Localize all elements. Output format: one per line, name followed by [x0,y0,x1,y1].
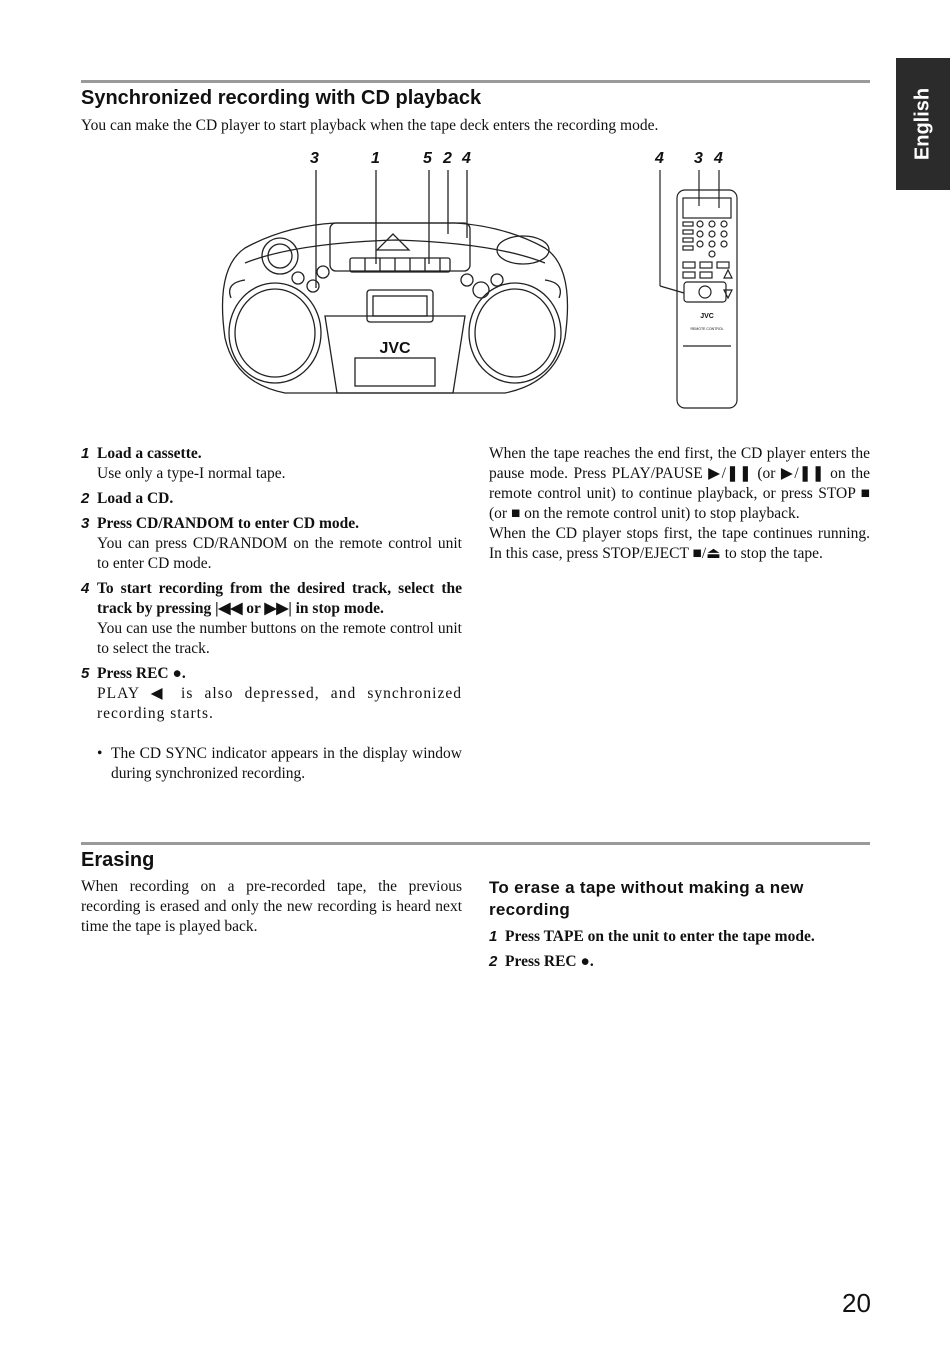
language-tab-label: English [911,87,934,161]
language-tab [896,58,950,190]
step-number: 2 [489,953,498,970]
step-item [81,514,462,574]
intro-text: You can make the CD player to start playback when the tape deck enters the recording mode. [81,117,659,134]
boombox-brand: JVC [379,340,411,357]
callout-remote-1: 4 [655,150,664,167]
callout-unit-2: 1 [371,150,380,167]
note-text: The CD SYNC indicator appears in the display window during synchronized recording. [111,745,462,782]
step-item [489,927,870,947]
callout-unit-3: 5 [423,150,432,167]
boombox-illustration [205,168,585,408]
step-title: To start recording from the desired track, select the track by pressing |◀◀ or ▶▶| in stop mode. [97,580,462,617]
step-title: Press REC ●. [505,953,594,970]
remote-caption: REMOTE CONTROL [690,327,724,331]
step-number: 1 [489,928,498,945]
callout-remote-2: 3 [694,150,703,167]
steps-column [81,444,462,784]
callout-unit-1: 3 [310,150,319,167]
step-title: Load a CD. [97,490,174,507]
section-rule [81,80,870,83]
paragraph-tape-end: When the tape reaches the end first, the CD player enters the pause mode. Press PLAY/PAUSE ▶/❚❚ (or ▶/❚❚ on the remote control unit) to continue playback, or press STOP ■ (or ■ on the remote control unit) to stop playback. [489,445,870,522]
step-number: 5 [81,665,90,682]
right-column [489,444,870,564]
erasing-body-column [81,877,462,937]
step-desc: Use only a type-I normal tape. [97,465,286,482]
callout-remote-3: 4 [714,150,723,167]
step-title: Press REC ●. [97,665,186,682]
section-rule [81,842,870,845]
step-item [81,444,462,484]
erasing-title: Erasing [81,849,155,871]
callout-unit-4: 2 [443,150,452,167]
erase-procedure [489,877,870,972]
note-bullet: • The CD SYNC indicator appears in the display window during synchronized recording. [97,745,462,782]
step-desc: PLAY ◀ is also depressed, and synchronized recording starts. [97,685,462,722]
step-title: Press CD/RANDOM to enter CD mode. [97,515,360,532]
step-item [489,952,870,972]
remote-illustration [650,168,750,413]
step-desc: You can use the number buttons on the remote control unit to select the track. [97,620,462,657]
section-title: Synchronized recording with CD playback [81,87,482,109]
step-number: 3 [81,515,90,532]
remote-brand: JVC [700,313,714,320]
callout-unit-5: 4 [462,150,471,167]
step-number: 2 [81,490,90,507]
step-number: 1 [81,445,90,462]
paragraph-cd-stop: When the CD player stops first, the tape continues running. In this case, press STOP/EJECT ■/⏏ to stop the tape. [489,525,870,562]
erase-subheading: To erase a tape without making a new recording [489,878,804,919]
erasing-body: When recording on a pre-recorded tape, the previous recording is erased and only the new recording is heard next time the tape is played back. [81,878,462,935]
page-number: 20 [842,1288,871,1318]
step-title: Load a cassette. [97,445,202,462]
step-desc: You can press CD/RANDOM on the remote control unit to enter CD mode. [97,535,462,572]
step-number: 4 [81,580,90,597]
step-title: Press TAPE on the unit to enter the tape mode. [505,928,815,945]
step-item [81,489,462,509]
step-item [81,664,462,724]
step-item [81,579,462,659]
